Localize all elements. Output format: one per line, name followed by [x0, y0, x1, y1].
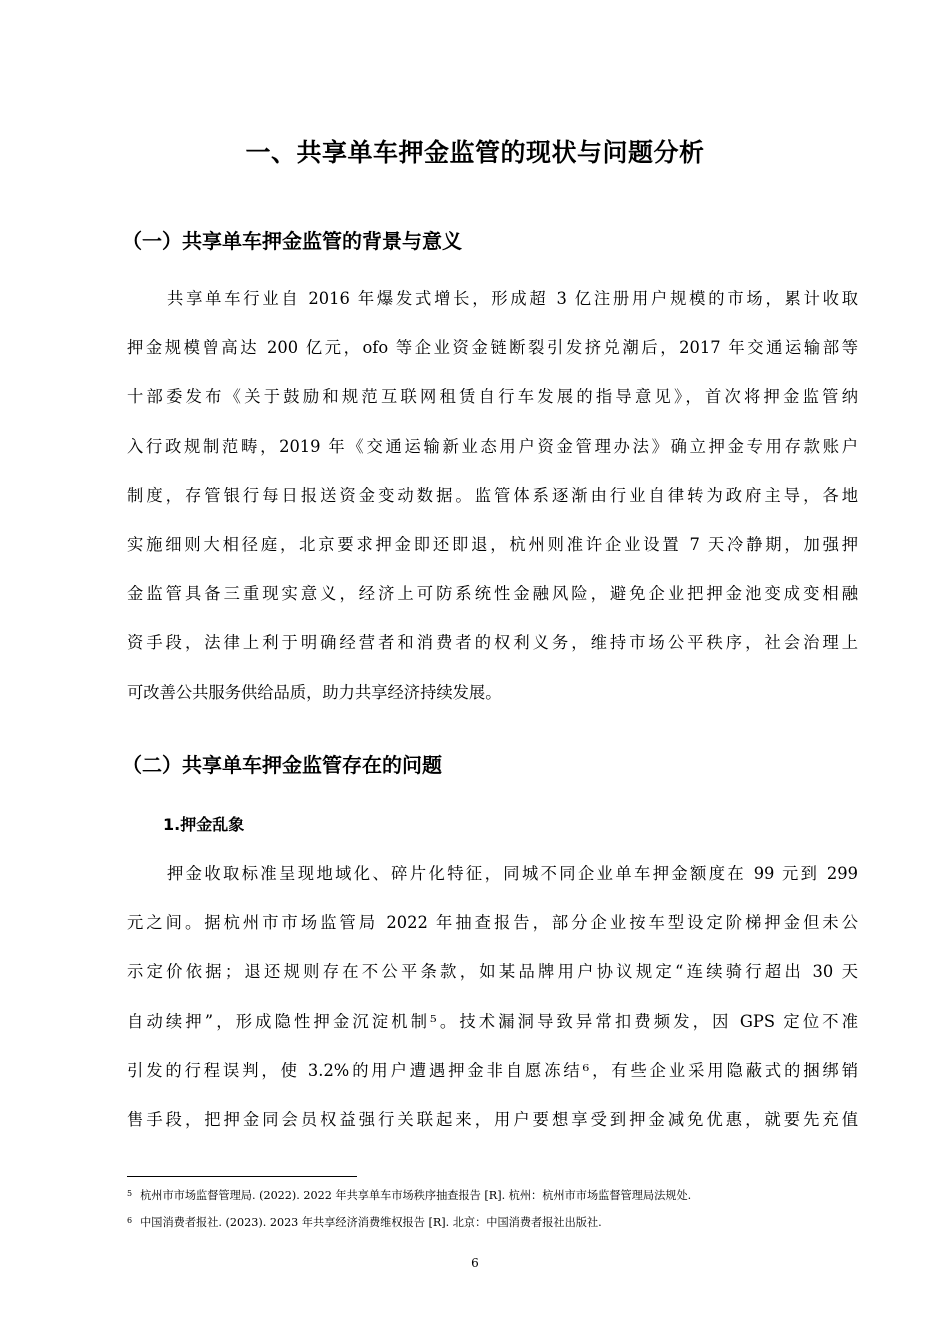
paragraph-line: 实施细则大相径庭，北京要求押金即还即退，杭州则准许企业设置 7 天冷静期，加强押: [127, 534, 858, 554]
subsection-heading-deposit-chaos: 1.押金乱象: [163, 815, 245, 834]
page-number: 6: [471, 1256, 479, 1270]
section-heading-background: （一）共享单车押金监管的背景与意义: [122, 229, 462, 253]
paragraph-line: 元之间。据杭州市市场监管局 2022 年抽查报告，部分企业按车型设定阶梯押金但未公: [127, 913, 858, 933]
paragraph-line: 金监管具备三重现实意义，经济上可防系统性金融风险，避免企业把押金池变成变相融: [127, 584, 858, 604]
paragraph-line: 可改善公共服务供给品质，助力共享经济持续发展。: [127, 682, 502, 702]
footnote: [127, 1214, 602, 1230]
paragraph-line: 制度，存管银行每日报送资金变动数据。监管体系逐渐由行业自律转为政府主导，各地: [127, 485, 858, 505]
footnote-text: 杭州市市场监督管理局. (2022). 2022 年共享单车市场秩序抽查报告 [R]. 杭州：杭州市市场监督管理局法规处.: [140, 1189, 692, 1202]
section-heading-problems: （二）共享单车押金监管存在的问题: [122, 753, 442, 777]
chapter-title: 一、共享单车押金监管的现状与问题分析: [245, 138, 705, 167]
paragraph-background: [127, 286, 858, 729]
paragraph-line: 引发的行程误判，使 3.2%的用户遭遇押金非自愿冻结⁶，有些企业采用隐蔽式的捆绑销: [127, 1060, 858, 1080]
footnote-separator: [127, 1176, 357, 1177]
footnote-mark: 5: [127, 1189, 133, 1198]
paragraph-line: 押金收取标准呈现地域化、碎片化特征，同城不同企业单车押金额度在 99 元到 299: [167, 864, 858, 883]
paragraph-line: 入行政规制范畴，2019 年《交通运输新业态用户资金管理办法》确立押金专用存款账户: [127, 436, 858, 456]
paragraph-line: 自动续押”，形成隐性押金沉淀机制⁵。技术漏洞导致异常扣费频发，因 GPS 定位不准: [127, 1011, 858, 1031]
footnote-mark: 6: [127, 1216, 133, 1225]
footnote-text: 中国消费者报社. (2023). 2023 年共享经济消费维权报告 [R]. 北京：中国消费者报社出版社.: [140, 1216, 602, 1229]
paragraph-deposit-chaos: [127, 861, 858, 1156]
paragraph-line: 资手段，法律上利于明确经营者和消费者的权利义务，维持市场公平秩序，社会治理上: [127, 633, 858, 653]
paragraph-line: 押金规模曾高达 200 亿元，ofo 等企业资金链断裂引发挤兑潮后，2017 年交通运输部等: [127, 338, 858, 358]
paragraph-line: 售手段，把押金同会员权益强行关联起来，用户要想享受到押金减免优惠，就要先充值: [127, 1109, 858, 1129]
footnote: [127, 1187, 691, 1203]
paragraph-line: 十部委发布《关于鼓励和规范互联网租赁自行车发展的指导意见》，首次将押金监管纳: [127, 387, 858, 407]
paragraph-line: 共享单车行业自 2016 年爆发式增长，形成超 3 亿注册用户规模的市场，累计收取: [167, 289, 858, 308]
paragraph-line: 示定价依据；退还规则存在不公平条款，如某品牌用户协议规定“连续骑行超出 30 天: [127, 962, 858, 982]
